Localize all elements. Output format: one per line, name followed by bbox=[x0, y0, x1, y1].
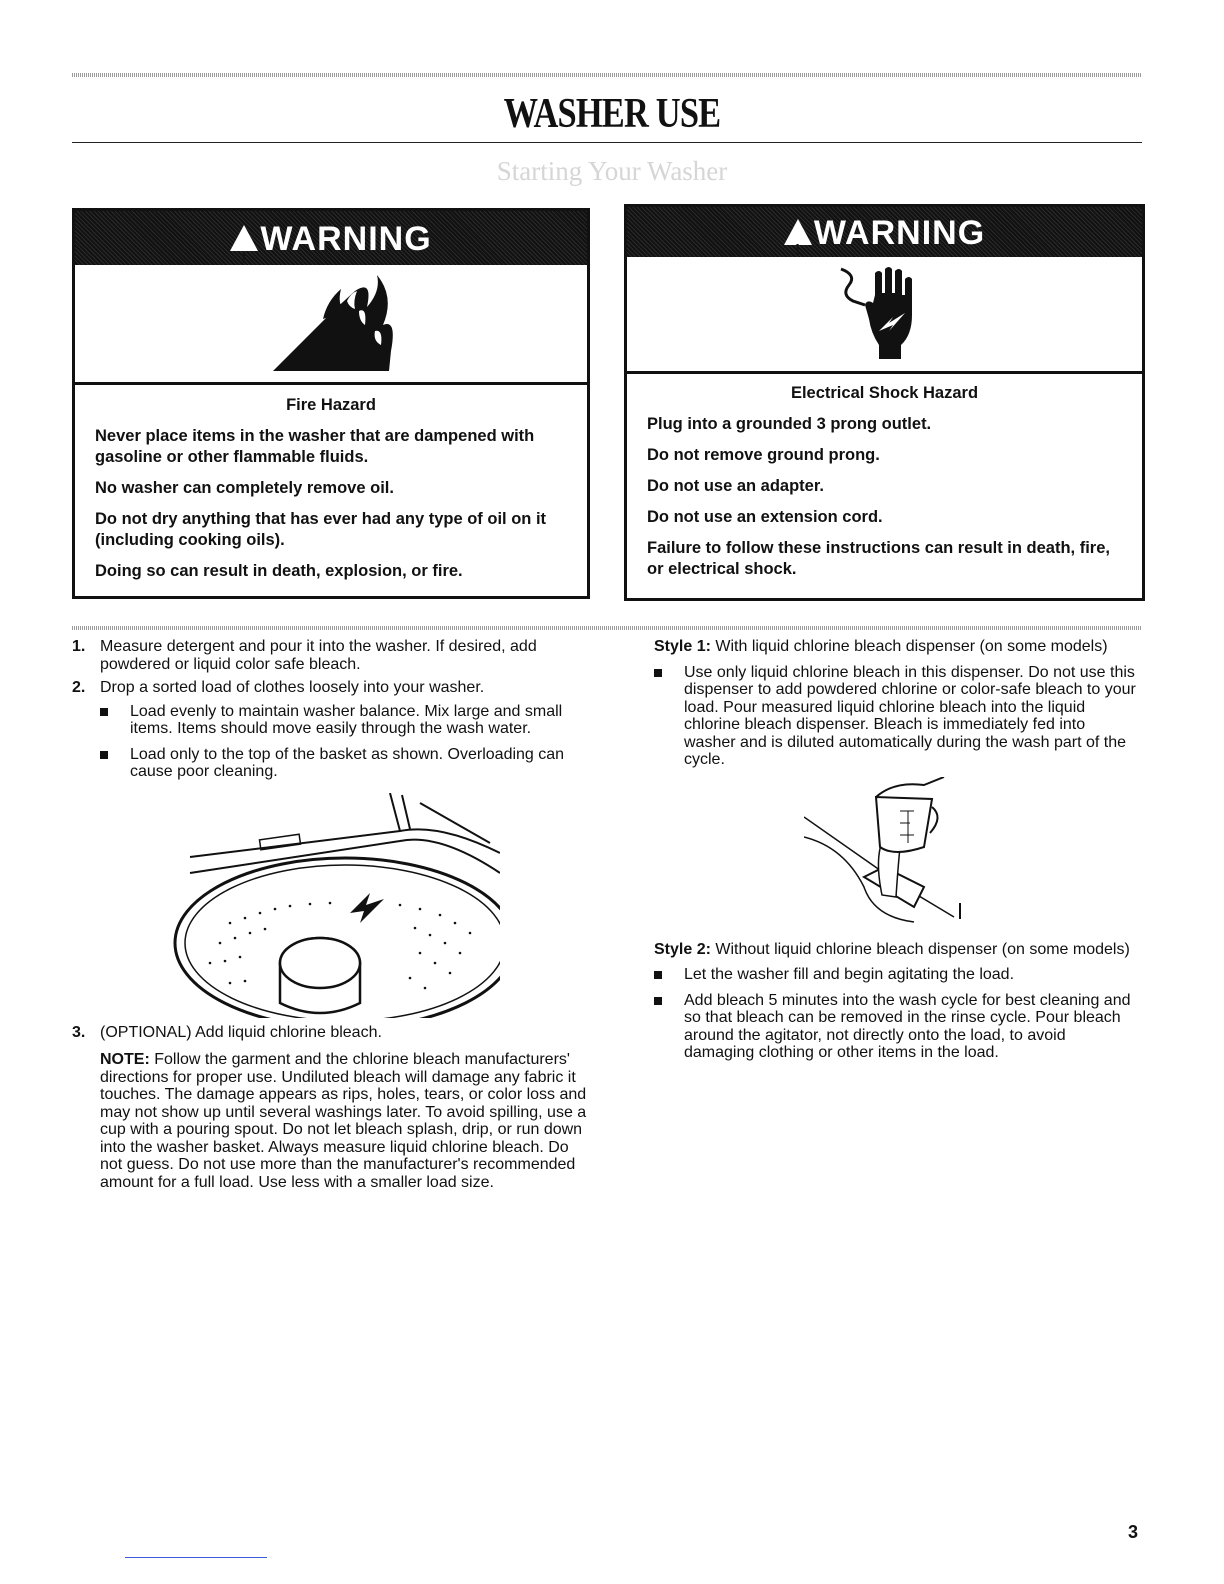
bullet-text: Let the washer fill and begin agitating the load. bbox=[684, 966, 1015, 983]
bullet-item bbox=[100, 746, 592, 781]
page-title: WASHER USE bbox=[503, 91, 721, 137]
washer-basket-illustration bbox=[170, 793, 500, 1018]
title-rule bbox=[72, 142, 1142, 143]
footer-rule bbox=[125, 1557, 267, 1558]
step-number: 2. bbox=[72, 679, 86, 696]
left-column bbox=[72, 638, 592, 1191]
fire-warning-line: Do not dry anything that has ever had any type of oil on it (including cooking oils). bbox=[95, 510, 547, 549]
note-block bbox=[72, 1051, 592, 1191]
step-number: 1. bbox=[72, 638, 86, 655]
bleach-dispenser-illustration bbox=[804, 777, 974, 927]
fire-warning-header bbox=[75, 211, 587, 265]
bullet-icon bbox=[100, 708, 108, 716]
step-3 bbox=[72, 1024, 592, 1042]
bullet-icon bbox=[100, 751, 108, 759]
bullet-item bbox=[100, 703, 592, 738]
note-label: NOTE: bbox=[100, 1051, 150, 1068]
bullet-item bbox=[654, 664, 1139, 769]
step-2-bullets bbox=[72, 703, 592, 781]
shock-warning-header bbox=[627, 207, 1142, 257]
shock-icon-panel bbox=[627, 257, 1142, 374]
bullet-text: Load only to the top of the basket as shown. Overloading can cause poor cleaning. bbox=[130, 745, 565, 780]
fire-hazard-label: Fire Hazard bbox=[286, 396, 376, 414]
fire-warning-body bbox=[75, 385, 587, 582]
section-subtitle: Starting Your Washer bbox=[496, 156, 728, 186]
style-1-label: Style 1: bbox=[654, 638, 711, 655]
style-2-text: Without liquid chlorine bleach dispenser (on some models) bbox=[715, 940, 1130, 958]
shock-warning-line: Do not use an adapter. bbox=[647, 477, 824, 495]
shock-warning-line: Do not use an extension cord. bbox=[647, 508, 883, 526]
fire-warning-title: WARNING bbox=[260, 220, 432, 258]
note-text: Follow the garment and the chlorine bleach manufacturers' directions for proper use. Undiluted bleach will damage any fabric it touches. The damage appears as rips, holes, tears, or color loss and may not show up until several washings later. To avoid spilling, use a cup with a pouring spout. Do not let bleach splash, drip, or run down into the washer basket. Always measure liquid chlorine bleach. Do not guess. Do not use more than the manufacturer's recommended amount for a full load. Use less with a smaller load size. bbox=[100, 1051, 587, 1191]
style-1-text: With liquid chlorine bleach dispenser (on some models) bbox=[715, 638, 1108, 655]
style-2-label: Style 2: bbox=[654, 940, 711, 958]
bullet-text: Load evenly to maintain washer balance. Mix large and small items. Items should move easily through the wash water. bbox=[130, 702, 563, 737]
warning-triangle-icon bbox=[784, 219, 812, 245]
step-1 bbox=[72, 638, 592, 673]
bullet-icon bbox=[654, 669, 662, 677]
shock-warning-body bbox=[627, 374, 1142, 580]
shock-hazard-label: Electrical Shock Hazard bbox=[790, 384, 979, 402]
shock-warning-line: Do not remove ground prong. bbox=[647, 446, 880, 464]
fire-warning-line: Never place items in the washer that are dampened with gasoline or other flammable fluids. bbox=[95, 427, 535, 466]
top-dotted-rule bbox=[72, 73, 1142, 77]
bullet-text: Use only liquid chlorine bleach in this dispenser. Do not use this dispenser to add powdered chlorine or color-safe bleach to your load. Pour measured liquid chlorine bleach into the liquid chlorine bleach dispenser. Bleach is immediately fed into washer and is diluted automatically during the wash part of the cycle. bbox=[684, 663, 1136, 768]
step-text: Drop a sorted load of clothes loosely into your washer. bbox=[100, 679, 485, 696]
electrical-shock-hand-icon bbox=[835, 265, 935, 365]
fire-warning-box bbox=[72, 208, 590, 599]
right-column bbox=[654, 638, 1139, 1070]
page-number: 3 bbox=[1128, 1522, 1139, 1542]
bullet-icon bbox=[654, 971, 662, 979]
bullet-text: Add bleach 5 minutes into the wash cycle for best cleaning and so that bleach can be removed in the rinse cycle. Pour bleach around the agitator, not directly onto the load, to avoid damaging clothing or other items in the load. bbox=[684, 991, 1131, 1061]
step-2 bbox=[72, 679, 592, 697]
warning-triangle-icon bbox=[230, 225, 258, 251]
bullet-item bbox=[654, 992, 1139, 1062]
bullet-icon bbox=[654, 997, 662, 1005]
fire-icon bbox=[263, 271, 403, 381]
style-2-intro bbox=[654, 941, 1139, 959]
fire-warning-line: No washer can completely remove oil. bbox=[95, 479, 394, 497]
style-1-intro bbox=[654, 638, 1139, 656]
bullet-item bbox=[654, 966, 1139, 984]
shock-warning-line: Failure to follow these instructions can result in death, fire, or electrical shock. bbox=[647, 539, 1110, 578]
fire-icon-panel bbox=[75, 265, 587, 385]
step-text: Measure detergent and pour it into the washer. If desired, add powdered or liquid color safe bleach. bbox=[100, 638, 537, 673]
shock-warning-title: WARNING bbox=[813, 214, 986, 252]
fire-warning-line: Doing so can result in death, explosion, or fire. bbox=[95, 562, 463, 580]
step-text: (OPTIONAL) Add liquid chlorine bleach. bbox=[100, 1023, 382, 1041]
shock-warning-box bbox=[624, 204, 1145, 601]
section-dotted-rule bbox=[72, 626, 1142, 630]
step-number: 3. bbox=[72, 1023, 86, 1041]
shock-warning-line: Plug into a grounded 3 prong outlet. bbox=[647, 415, 932, 433]
